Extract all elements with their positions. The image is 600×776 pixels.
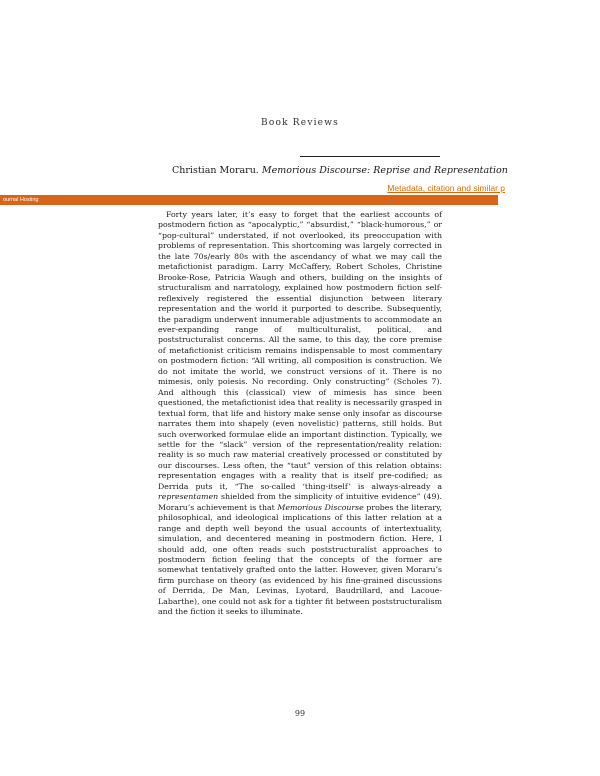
body-text-run: Forty years later, it’s easy to forget that the earliest accounts of postmodern fiction as “apocalyptic,” “absurdist,” “black-humorous,” or “pop-cultural” understated, if not overlooked, its preoccupation with problems of representation. This shortcoming was largely corrected in the late 70s/early 80s with the ascendancy of what we may call the metafictionist paradigm. Larry McCaffery, Robert Scholes, Christine Brooke-Rose, Patricia Waugh and others, building on the insights of structuralism and narratology, explained how postmodern fiction self-reflexively registered the essential disjunction between literary representation and the world it purported to describe. Subsequently, the paradigm underwent innumerable adjustments to accommodate an ever-expanding range of multiculturalist, political, and poststructuralist concerns. All the same, to this day, the core premise of metafictionist criticism remains indispensable to most commentary on postmodern fiction: “All writing, all composition is construction. We do not imitate the world, we construct versions of it. There is no mimesis, only poiesis. No recording. Only constructing” (Scholes 7). And although this (classical) view of mimesis has since been questioned, the metafictionist idea that reality is necessarily grasped in textual form, that life and history make sense only insofar as discourse narrates them into shapely (even novelistic) patterns, still holds. But such overworked formulae elide an important distinction. Typically, we settle for the “slack” version of the representation/reality relation: reality is so much raw material creatively processed or constituted by our discourses. Less often, the “taut” version of this relation obtains: representation engages with a reality that is itself pre-codified; as Derrida puts it, “The so-called ‘thing-itself’ is always-already a [158,210,443,491]
banner-label: ournal Hosting [3,197,39,203]
reviewed-book-title: Memorious Discourse: Reprise and Representation [261,165,508,176]
metadata-citation-link[interactable]: Metadata, citation and similar p [387,183,505,193]
page-number: 99 [294,709,306,718]
body-text-run: probes the literary, philosophical, and ideological implications of this latter relation at a range and depth well beyond the usual accounts of intertextuality, simulation, and decentered meaning in postmodern fiction. Here, I should add, one often reads such poststructuralist approaches to postmodern fiction feeling that the concepts of the former are somewhat tentatively grafted onto the latter. However, given Moraru’s firm purchase on theory (as evidenced by his fine-grained discussions of Derrida, De Man, Levinas, Lyotard, Baudrillard, and Lacoue-Labarthe), one could not ask for a tighter fit between poststructuralism and the fiction it seeks to illuminate. [158,502,442,617]
review-title [172,165,508,176]
review-body-paragraph [158,210,442,618]
journal-hosting-banner [0,195,498,205]
running-head: Book Reviews [261,118,339,128]
reviewed-author: Christian Moraru. [172,165,259,176]
body-text-run: shielded from the simplicity of intuitive evidence” (49). Moraru’s achievement is that [158,492,442,512]
italic-title-run: representamen [158,492,219,502]
title-rule [300,156,440,157]
italic-title-run: Memorious Discourse [277,502,364,512]
